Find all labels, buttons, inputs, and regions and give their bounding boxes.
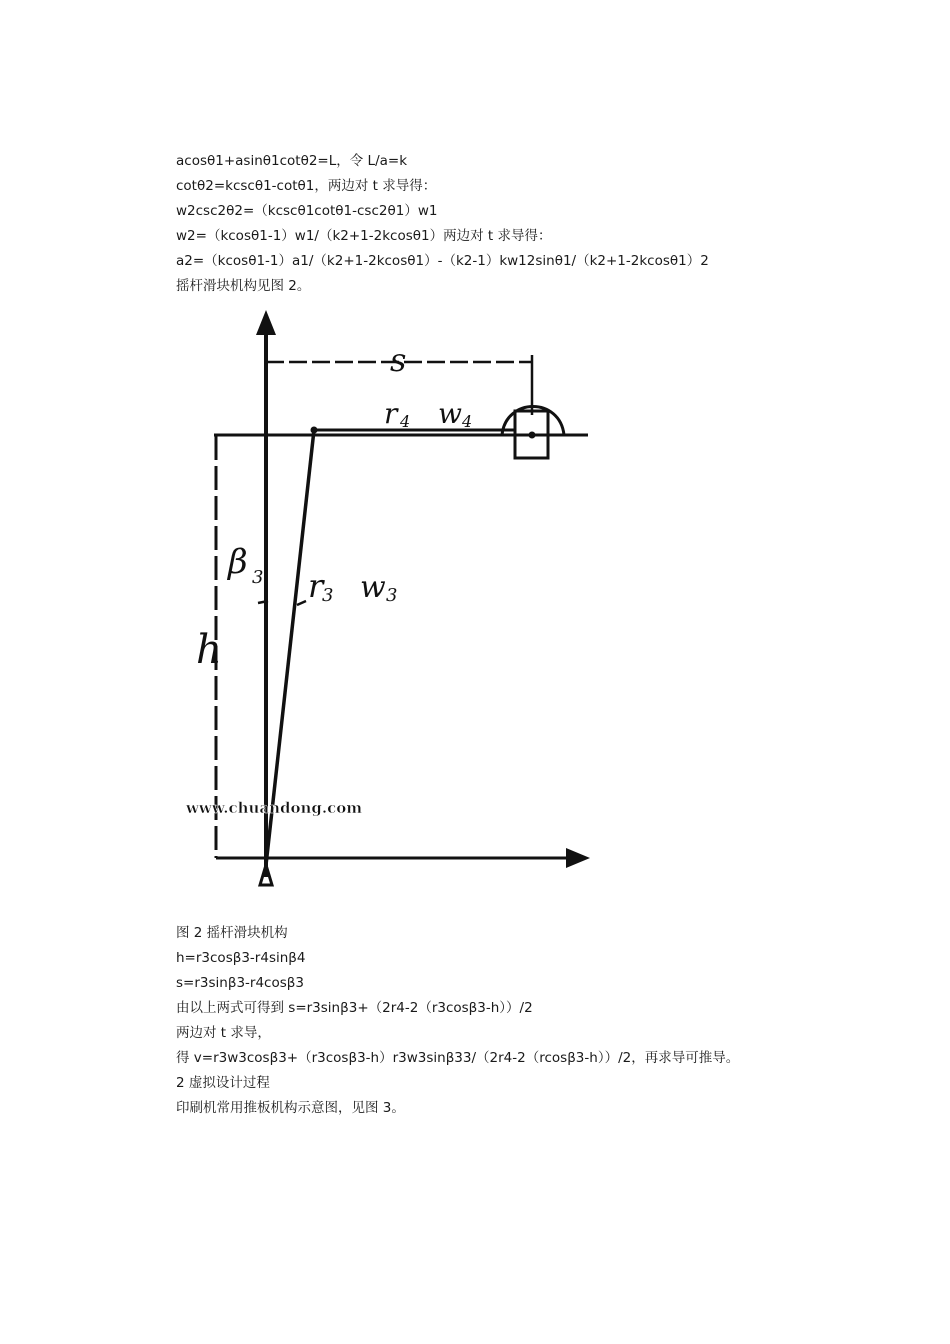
label-w4: w [438,397,462,430]
equation-line-5: a2=（kcosθ1-1）a1/（k2+1-2kcosθ1）-（k2-1）kw12sinθ1/（k2+1-2kcosθ1）2 [176,253,709,269]
rocker-slider-diagram [176,305,606,895]
label-s: s [390,341,407,379]
watermark: www.chuandong.com [186,799,363,817]
label-w4-sub: 4 [462,412,473,431]
section-heading: 2 虚拟设计过程 [176,1075,270,1091]
vertical-axis-arrow [256,310,276,335]
figure-intro-text: 摇杆滑块机构见图 2。 [176,278,311,294]
equation-h: h=r3cosβ3-r4sinβ4 [176,950,306,966]
label-r3: r [308,567,324,605]
label-beta3-sub: 3 [252,567,264,588]
label-r4-sub: 4 [400,412,411,431]
equation-line-2: cotθ2=kcscθ1-cotθ1，两边对 t 求导得： [176,178,437,194]
section-intro-text: 印刷机常用推板机构示意图，见图 3。 [176,1100,405,1116]
equation-s: s=r3sinβ3-r4cosβ3 [176,975,304,991]
equation-line-4: w2=（kcosθ1-1）w1/（k2+1-2kcosθ1）两边对 t 求导得： [176,228,552,244]
label-w3: w [360,570,386,605]
derivation-line-2: 两边对 t 求导， [176,1025,271,1041]
label-r3-sub: 3 [322,585,334,606]
r3-angle-mark [297,601,306,605]
slider-pivot [529,432,536,439]
equation-line-3: w2csc2θ2=（kcscθ1cotθ1-csc2θ1）w1 [176,203,438,219]
label-beta3: β [228,542,248,582]
label-h: h [196,627,222,673]
equation-line-1: acosθ1+asinθ1cotθ2=L，令 L/a=k [176,153,408,169]
horizontal-axis-arrow [566,848,590,868]
figure-caption: 图 2 摇杆滑块机构 [176,925,288,941]
derivation-line-3: 得 v=r3w3cosβ3+（r3cosβ3-h）r3w3sinβ33/（2r4-2（rcosβ3-h））/2，再求导可推导。 [176,1050,740,1066]
label-w3-sub: 3 [386,585,398,606]
derivation-line-1: 由以上两式可得到 s=r3sinβ3+（2r4-2（r3cosβ3-h））/2 [176,1000,533,1016]
label-r4: r [384,397,398,430]
